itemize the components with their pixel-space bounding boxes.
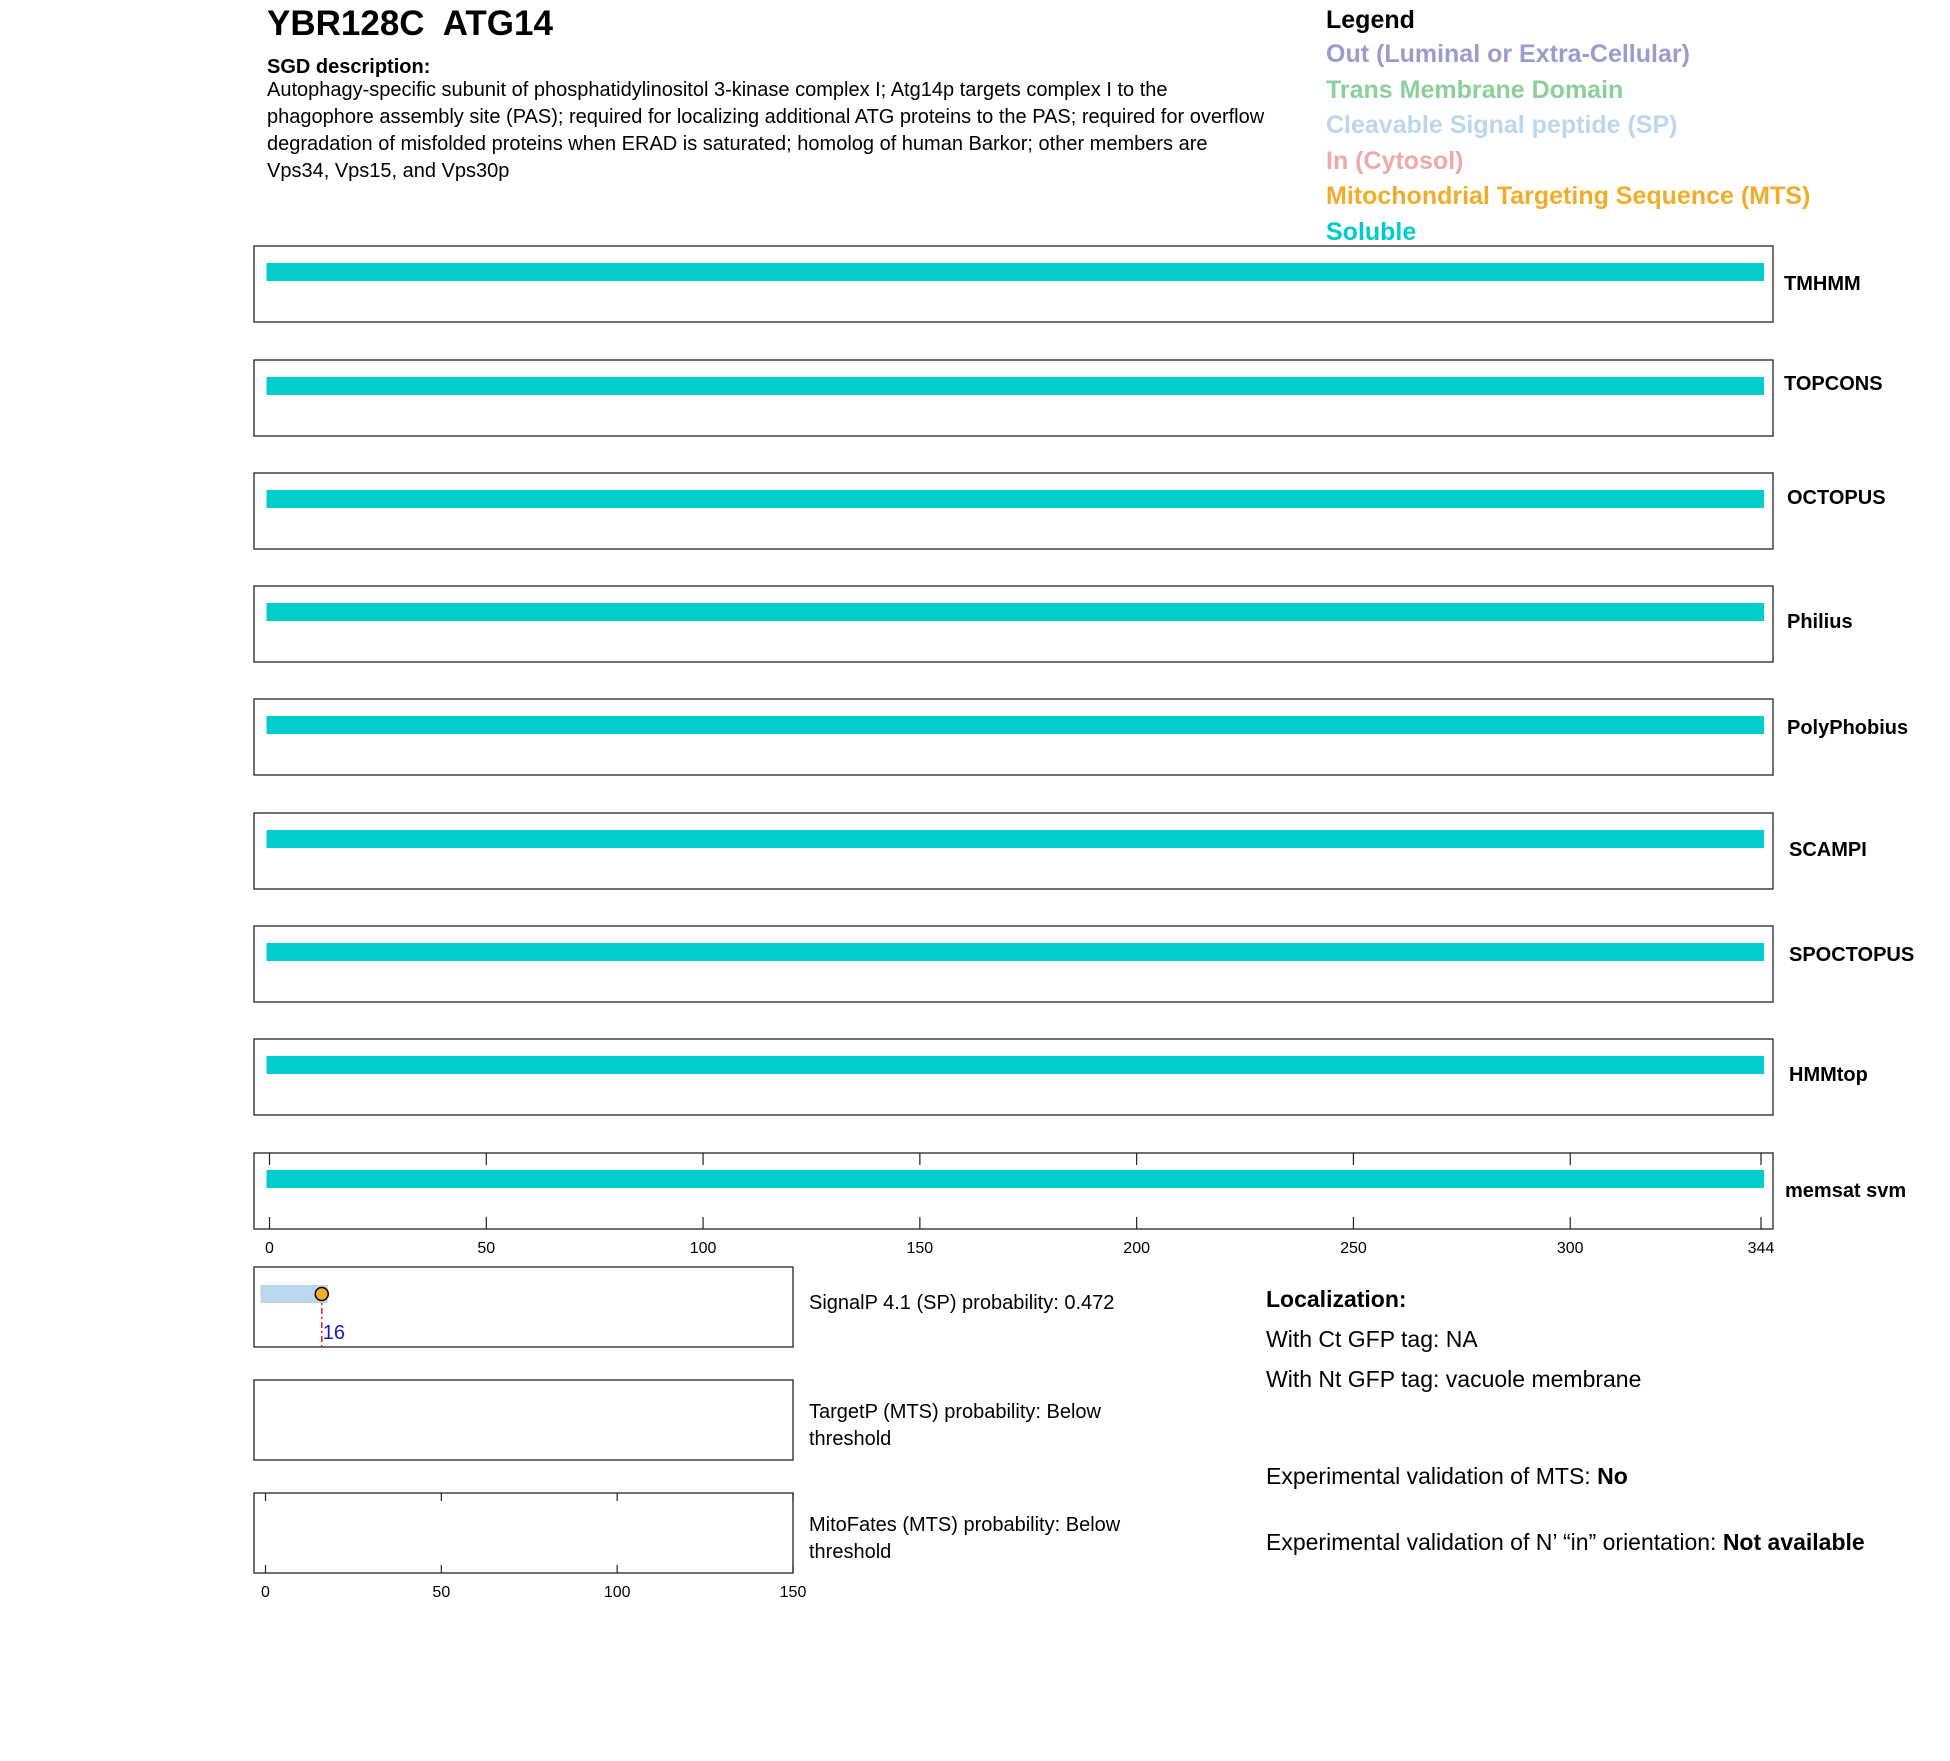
legend-item-tm: Trans Membrane Domain bbox=[1326, 75, 1624, 104]
track-box bbox=[254, 1153, 1773, 1229]
legend-item-sp: Cleavable Signal peptide (SP) bbox=[1326, 111, 1678, 139]
track-box bbox=[254, 360, 1773, 436]
track-label: Philius bbox=[1787, 611, 1853, 633]
panel-label-line: threshold bbox=[809, 1428, 892, 1450]
track-box bbox=[254, 473, 1773, 549]
sgd-description-label: SGD description: bbox=[267, 56, 431, 78]
legend-item-mts: Mitochondrial Targeting Sequence (MTS) bbox=[1326, 182, 1811, 210]
orientation-validation-value: Not available bbox=[1722, 1529, 1865, 1555]
ct-gfp-localization: With Ct GFP tag: NA bbox=[1266, 1326, 1478, 1352]
track-box bbox=[254, 813, 1773, 889]
nt-gfp-localization: With Nt GFP tag: vacuole membrane bbox=[1266, 1366, 1642, 1392]
track-label: TOPCONS bbox=[1784, 373, 1883, 395]
track-label: memsat svm bbox=[1785, 1180, 1907, 1202]
tick-label: 200 bbox=[1123, 1240, 1151, 1257]
mts-validation bbox=[1266, 1460, 1886, 1492]
tick-label: 300 bbox=[1556, 1240, 1584, 1257]
localization-title: Localization: bbox=[1266, 1286, 1407, 1312]
n-terminal-panels bbox=[254, 1267, 1121, 1601]
panel-label-line: MitoFates (MTS) probability: Below bbox=[809, 1514, 1121, 1536]
track-segment bbox=[267, 943, 1765, 961]
track-segment bbox=[267, 830, 1765, 848]
track-label: PolyPhobius bbox=[1787, 717, 1909, 739]
legend-item-soluble: Soluble bbox=[1326, 217, 1417, 246]
tracks-layer bbox=[254, 246, 1914, 1257]
legend-item-out: Out (Luminal or Extra-Cellular) bbox=[1326, 40, 1690, 68]
track-box bbox=[254, 926, 1773, 1002]
legend-item-in: In (Cytosol) bbox=[1326, 146, 1464, 175]
track-segment bbox=[267, 716, 1765, 734]
track-label: SCAMPI bbox=[1789, 839, 1867, 861]
track-box bbox=[254, 586, 1773, 662]
panel-label bbox=[809, 1514, 1121, 1563]
panel-label bbox=[809, 1292, 1114, 1314]
panel-label-line: threshold bbox=[809, 1541, 892, 1563]
legend-title: Legend bbox=[1326, 6, 1415, 34]
track-segment bbox=[267, 490, 1765, 508]
cleavage-site-marker bbox=[315, 1288, 328, 1301]
tick-label: 0 bbox=[265, 1240, 274, 1257]
mts-validation-value: No bbox=[1597, 1463, 1628, 1489]
n-tick-label: 150 bbox=[779, 1584, 807, 1601]
track-segment bbox=[267, 377, 1765, 395]
panel-label bbox=[809, 1401, 1102, 1450]
localization-section bbox=[1266, 1283, 1886, 1558]
track-segment bbox=[267, 1170, 1765, 1188]
page-title: YBR128C ATG14 bbox=[267, 4, 553, 43]
panel-label-line: TargetP (MTS) probability: Below bbox=[809, 1401, 1101, 1423]
track-segment bbox=[267, 263, 1765, 281]
track-label: TMHMM bbox=[1784, 273, 1861, 295]
track-box bbox=[254, 246, 1773, 322]
track-box bbox=[254, 699, 1773, 775]
n-tick-label: 0 bbox=[261, 1584, 270, 1601]
tick-label: 250 bbox=[1340, 1240, 1367, 1257]
n-tick-label: 50 bbox=[432, 1584, 451, 1601]
mts-validation-prefix: Experimental validation of MTS: bbox=[1266, 1463, 1598, 1489]
sgd-description-text: Autophagy-specific subunit of phosphatidylinositol 3-kinase complex I; Atg14p targets complex I to the phagophore assembly site (PAS); required for localizing additional ATG proteins to the PAS; required for overflow degradation of misfolded proteins when ERAD is saturated; homolog of human Barkor; other members are Vps34, Vps15, and Vps30p bbox=[267, 79, 1265, 182]
track-segment bbox=[267, 603, 1765, 621]
track-label: SPOCTOPUS bbox=[1789, 944, 1915, 966]
track-box bbox=[254, 1039, 1773, 1115]
panel-box bbox=[254, 1380, 793, 1460]
tick-label: 50 bbox=[477, 1240, 496, 1257]
n-tick-label: 100 bbox=[603, 1584, 631, 1601]
tick-label: 100 bbox=[689, 1240, 717, 1257]
panel-box bbox=[254, 1493, 793, 1573]
orientation-validation bbox=[1266, 1526, 1886, 1558]
track-segment bbox=[267, 1056, 1765, 1074]
cleavage-site-label: 16 bbox=[322, 1322, 346, 1344]
track-label: OCTOPUS bbox=[1787, 487, 1886, 509]
orientation-validation-prefix: Experimental validation of N’ “in” orientation: bbox=[1266, 1529, 1723, 1555]
panel-label-line: SignalP 4.1 (SP) probability: 0.472 bbox=[809, 1292, 1115, 1314]
tick-label: 150 bbox=[906, 1240, 934, 1257]
tick-label: 344 bbox=[1747, 1240, 1775, 1257]
track-label: HMMtop bbox=[1789, 1064, 1868, 1086]
